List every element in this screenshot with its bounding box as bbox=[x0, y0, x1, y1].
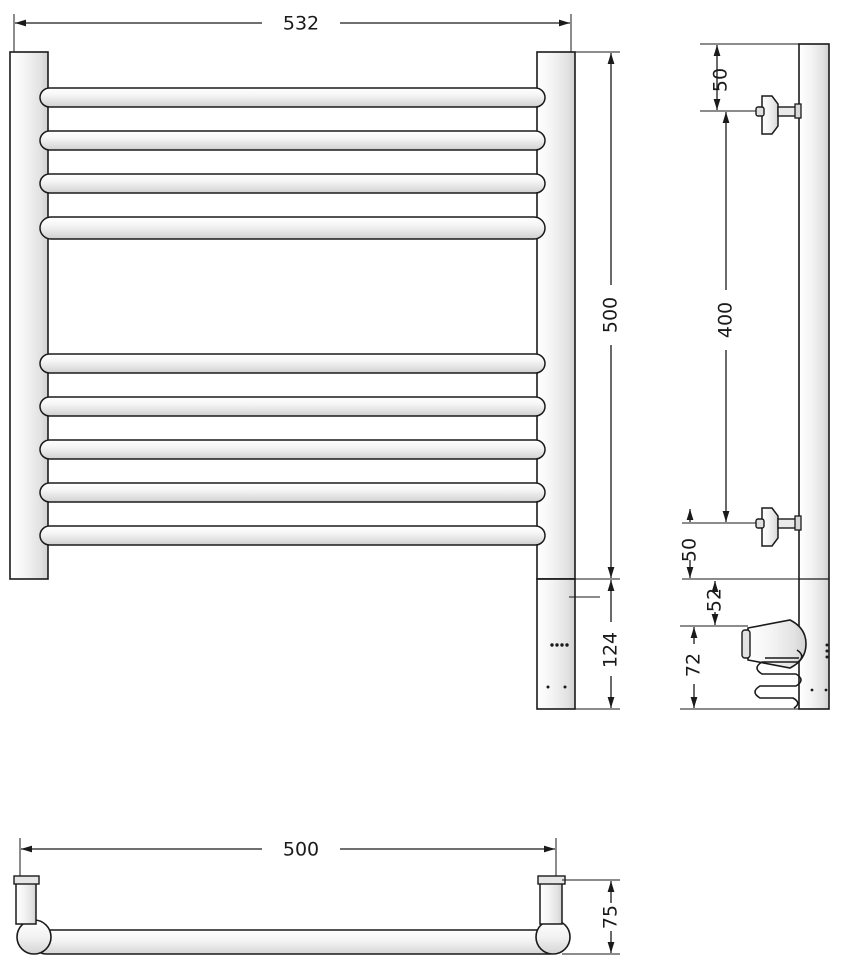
side-bracket-span-dimension bbox=[715, 112, 737, 522]
rail bbox=[40, 131, 545, 150]
front-right-post bbox=[537, 52, 575, 709]
side-view bbox=[679, 44, 830, 709]
side-lower-offset-label: 50 bbox=[678, 537, 701, 563]
rail bbox=[40, 440, 545, 459]
front-height-label: 500 bbox=[599, 296, 622, 334]
front-rails-lower bbox=[40, 354, 545, 545]
side-element-offset-label: 72 bbox=[682, 652, 705, 678]
top-width-dimension bbox=[21, 839, 555, 861]
side-bracket-to-element-dimension bbox=[680, 581, 748, 626]
front-lower-height-dimension bbox=[569, 580, 622, 709]
rail bbox=[40, 526, 545, 545]
top-depth-dimension bbox=[562, 880, 622, 954]
top-view-right-bracket bbox=[538, 876, 565, 924]
side-bracket-span-label: 400 bbox=[714, 301, 737, 339]
rail bbox=[40, 88, 545, 107]
top-width-label: 500 bbox=[282, 838, 320, 861]
front-width-dimension bbox=[15, 13, 570, 35]
side-body-profile bbox=[799, 44, 829, 709]
rail bbox=[40, 397, 545, 416]
front-left-post bbox=[10, 52, 48, 579]
rail bbox=[40, 354, 545, 373]
top-view bbox=[14, 838, 622, 954]
front-view bbox=[10, 13, 622, 710]
rail bbox=[40, 217, 545, 239]
side-top-offset-dimension bbox=[700, 44, 799, 111]
top-depth-label: 75 bbox=[599, 904, 622, 930]
front-rails-upper bbox=[40, 88, 545, 239]
front-width-label: 532 bbox=[282, 12, 320, 35]
side-top-offset-label: 50 bbox=[709, 67, 732, 93]
side-upper-bracket bbox=[756, 96, 801, 134]
front-height-dimension bbox=[575, 52, 622, 579]
side-element-housing bbox=[742, 620, 806, 668]
rail bbox=[40, 174, 545, 193]
rail bbox=[40, 483, 545, 502]
top-view-left-bracket bbox=[14, 876, 39, 924]
front-lower-height-label: 124 bbox=[599, 631, 622, 669]
side-bracket-to-element-label: 52 bbox=[703, 587, 726, 613]
side-lower-bracket bbox=[756, 508, 801, 546]
top-view-rail bbox=[17, 920, 570, 954]
